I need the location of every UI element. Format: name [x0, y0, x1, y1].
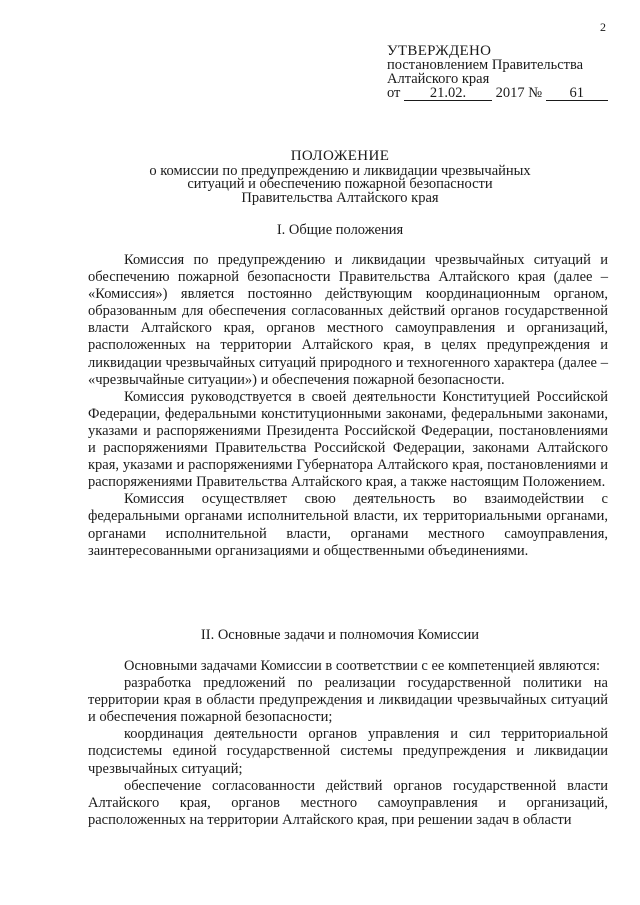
approval-heading: УТВЕРЖДЕНО: [387, 43, 492, 59]
paragraph: Комиссия по предупреждению и ликвидации чрезвычайных ситуаций и обеспечению пожарной безопасности Правительства Алтайского края (далее – «Комиссия») является постоянно действующим координационным органом, образованным для обеспечения согласованных действий органов государственной власти Алтайского края, органов местного самоуправления и организаций, расположенных на территории Алтайского края, в целях предупреждения и ликвидации чрезвычайных ситуаций природного и техногенного характера (далее – «чрезвычайные ситуации») и обеспечения пожарной безопасности.: [88, 252, 608, 388]
approval-number: 61: [546, 87, 608, 101]
title-heading: ПОЛОЖЕНИЕ: [290, 148, 390, 164]
paragraph: Основными задачами Комиссии в соответствии с ее компетенцией являются:: [124, 658, 601, 674]
approval-line-2: Алтайского края: [387, 71, 490, 87]
section-1-heading: I. Общие положения: [276, 222, 404, 238]
section-1-body: [88, 252, 608, 560]
approval-number-sign: №: [528, 85, 543, 101]
paragraph: Комиссия руководствуется в своей деятельности Конституцией Российской Федерации, федеральными конституционными законами, федеральными законами, указами и распоряжениями Президента Российской Федерации, постановлениями и распоряжениями Правительства Российской Федерации, законами Алтайского края, указами и распоряжениями Губернатора Алтайского края, постановлениями и распоряжениями Правительства Алтайского края, а также настоящим Положением.: [88, 388, 608, 491]
section-2-body: [88, 658, 608, 829]
paragraph: разработка предложений по реализации государственной политики на территории края в области предупреждения и ликвидации чрезвычайных ситуаций и обеспечения пожарной безопасности;: [88, 675, 608, 726]
approval-stamp: [387, 44, 627, 101]
approval-date: 21.02.: [404, 87, 492, 101]
approval-year: 2017: [495, 85, 525, 101]
page-number: 2: [600, 20, 606, 34]
title-line-2: ситуаций и обеспечению пожарной безопасности: [187, 176, 493, 192]
approval-line-1: постановлением Правительства: [387, 57, 584, 73]
approval-date-line: [387, 86, 627, 101]
paragraph: координация деятельности органов управления и сил территориальной подсистемы единой государственной системы предупреждения и ликвидации чрезвычайных ситуаций;: [88, 726, 608, 777]
title-line-1: о комиссии по предупреждению и ликвидации чрезвычайных: [149, 162, 531, 179]
approval-from-label: от: [387, 85, 401, 101]
document-title: [90, 150, 590, 205]
paragraph: Комиссия осуществляет свою деятельность во взаимодействии с федеральными органами исполнительной власти, их территориальными органами, органами исполнительной власти, органами местного самоуправления, заинтересованными организациями и общественными объединениями.: [88, 491, 608, 559]
paragraph: обеспечение согласованности действий органов государственной власти Алтайского края, органов местного самоуправления и организаций, расположенных на территории Алтайского края, при решении задач в области: [88, 777, 608, 828]
section-2-heading: II. Основные задачи и полномочия Комиссии: [200, 627, 480, 643]
title-line-3: Правительства Алтайского края: [241, 189, 439, 206]
